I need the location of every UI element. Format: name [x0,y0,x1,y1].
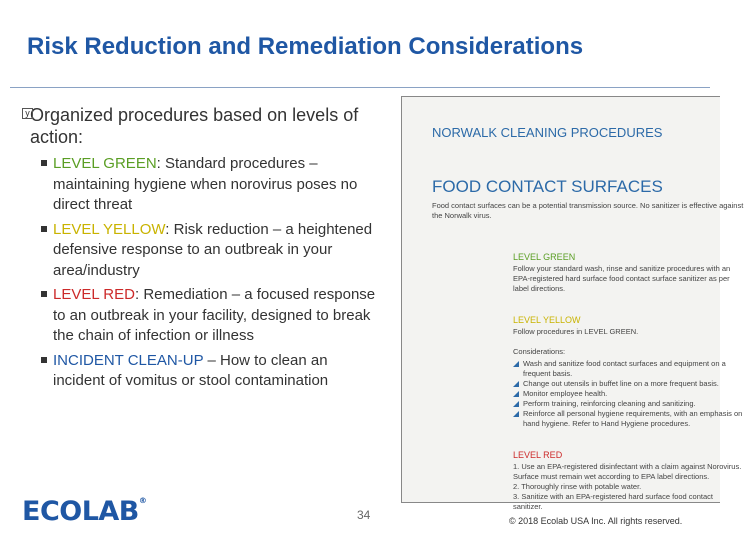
doc-red-label: LEVEL RED [513,450,563,460]
doc-level-green [513,252,743,294]
main-bullet-text: Organized procedures based on levels of action: [30,105,359,147]
doc-level-yellow [513,315,743,337]
level-red-text: : Remediation – a focused response to an outbreak in your facility, designed to break the chain of infection or illness [53,286,376,344]
doc-consideration-item: Perform training, reinforcing cleaning and sanitizing. [513,399,743,409]
doc-consideration-item: Wash and sanitize food contact surfaces and equipment on a frequent basis. [513,359,743,379]
registered-mark: ® [138,496,147,505]
doc-green-text: Follow your standard wash, rinse and sanitize procedures with an EPA-registered hard surface food contact surface sanitizer as per label directions. [513,264,731,293]
sub-bullet-level-yellow [53,220,382,282]
level-red-label: LEVEL RED [53,286,135,303]
sub-bullet-incident-cleanup [53,351,382,392]
doc-consideration-item: Reinforce all personal hygiene requirements, with an emphasis on hand hygiene. Refer to Hand Hygiene procedures. [513,409,743,429]
square-bullet-icon [41,226,47,232]
bullet-list [10,104,382,396]
doc-red-step: 2. Thoroughly rinse with potable water. [513,482,642,491]
level-green-label: LEVEL GREEN [53,155,157,172]
level-yellow-text: : Risk reduction – a heightened defensive response to an outbreak in your area/industry [53,220,373,279]
doc-intro: Food contact surfaces can be a potential transmission source. No sanitizer is effective against the Norwalk virus. [432,201,744,220]
doc-consideration-item: Monitor employee health. [513,389,743,399]
title-divider [10,87,710,88]
main-bullet [10,104,382,148]
incident-cleanup-text: – How to clean an incident of vomitus or stool contamination [53,351,329,389]
sub-bullet-level-red [53,285,382,347]
level-yellow-label: LEVEL YELLOW [53,220,166,238]
sub-bullet-list [10,154,382,392]
doc-yellow-text: Follow procedures in LEVEL GREEN. [513,327,639,336]
logo-text: ECOLAB [22,496,139,527]
checkbox-bullet-icon [22,108,33,119]
doc-red-step: 1. Use an EPA-registered disinfectant with a claim against Norovirus. Surface must remain wet according to EPA label directions. [513,462,742,481]
copyright-notice: © 2018 Ecolab USA Inc. All rights reserved. [509,516,683,526]
page-number: 34 [357,508,371,522]
ecolab-logo [22,496,146,527]
square-bullet-icon [41,357,47,363]
incident-cleanup-label: INCIDENT CLEAN-UP [53,351,204,369]
doc-green-label: LEVEL GREEN [513,252,576,262]
doc-red-step: 3. Sanitize with an EPA-registered hard surface food contact sanitizer. [513,492,713,511]
square-bullet-icon [41,291,47,297]
doc-considerations [513,347,743,429]
doc-considerations-label: Considerations: [513,347,566,356]
slide-title: Risk Reduction and Remediation Considerations [27,33,584,60]
doc-yellow-label: LEVEL YELLOW [513,315,581,325]
doc-level-red [513,450,743,512]
level-green-text: : Standard procedures – maintaining hygiene when norovirus poses no direct threat [53,155,358,213]
square-bullet-icon [41,160,47,166]
doc-consideration-item: Change out utensils in buffet line on a more frequent basis. [513,379,743,389]
sub-bullet-level-green [53,154,382,216]
procedure-document-image [401,96,744,511]
doc-section-title: FOOD CONTACT SURFACES [432,177,663,196]
doc-header: NORWALK CLEANING PROCEDURES [432,125,663,140]
doc-considerations-list [513,359,743,429]
